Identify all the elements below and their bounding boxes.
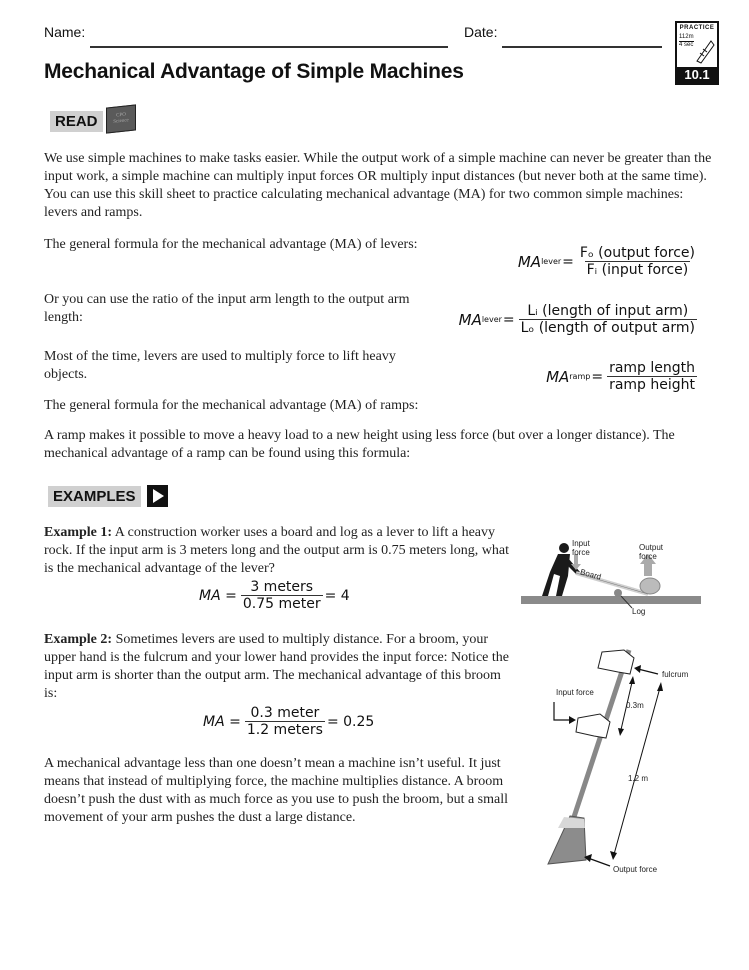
name-label: Name: bbox=[44, 24, 86, 40]
equals-sign: = bbox=[591, 368, 604, 385]
practice-fraction-den: 4 sec bbox=[679, 42, 694, 48]
book-icon bbox=[106, 104, 136, 133]
play-arrow-icon bbox=[147, 485, 168, 507]
lever-input-force-label: Input force bbox=[572, 539, 590, 557]
read-badge: READ bbox=[50, 111, 103, 132]
lower-hand bbox=[576, 714, 610, 738]
long-arm-label: 1.2 m bbox=[628, 774, 649, 783]
ma-symbol: MA bbox=[458, 310, 482, 329]
fulcrum-pointer bbox=[638, 669, 658, 674]
formula-numerator: 0.3 meter bbox=[250, 705, 320, 721]
dim-arrowhead-icon bbox=[610, 851, 617, 860]
date-label: Date: bbox=[464, 24, 498, 40]
dim-arrowhead-icon bbox=[629, 676, 635, 684]
example1-text bbox=[44, 524, 509, 578]
pencil-icon bbox=[691, 39, 715, 65]
formula-denominator: Fᵢ (input force) bbox=[586, 262, 689, 278]
example2-body: Sometimes levers are used to multiply distance. For a broom, your upper hand is the fulcrum and your lower hand provides the input force: Notice the input arm is shorter than the output arm. The mechanical advantage of this broom is: bbox=[44, 632, 509, 701]
ramp-formula-text: The general formula for the mechanical advantage (MA) of ramps: bbox=[44, 398, 419, 413]
example1-body: A construction worker uses a board and log as a lever to lift a heavy rock. If the input arm is 3 meters long and the output arm is 0.75 meters long, what is the mechanical advantage of the lever? bbox=[44, 525, 510, 576]
short-arm-label: 0.3m bbox=[626, 701, 644, 710]
ramp-formula bbox=[546, 360, 697, 393]
broom-input-force-label: Input force bbox=[556, 688, 594, 697]
example2-text bbox=[44, 631, 514, 703]
long-arm-dimension bbox=[613, 684, 661, 858]
ma-symbol: MA bbox=[517, 252, 542, 271]
formula-denominator: 0.75 meter bbox=[242, 596, 321, 612]
formula-numerator: ramp length bbox=[609, 360, 695, 376]
upper-hand bbox=[598, 650, 634, 674]
practice-badge-top: PRACTICE bbox=[679, 25, 715, 31]
closing-paragraph: A mechanical advantage less than one doesn’t mean a machine isn’t useful. It just means that instead of multiplying force, the machine multiplies distance. A broom doesn’t push the dust with as much force as you use to push the broom, but a small movement of your arm pushes the dust a large distance. bbox=[44, 756, 509, 825]
lever-length-formula bbox=[459, 303, 697, 336]
lever-output-force-label: Output force bbox=[639, 543, 664, 561]
ma-label: MA = bbox=[203, 713, 241, 730]
log-label: Log bbox=[632, 607, 646, 616]
lever-illustration bbox=[518, 532, 708, 622]
page-title: Mechanical Advantage of Simple Machines bbox=[44, 60, 464, 83]
book-text-2: Science bbox=[113, 118, 129, 125]
most-time-text: Most of the time, levers are used to multiply force to lift heavy objects. bbox=[44, 349, 396, 382]
board-label: Board bbox=[579, 567, 603, 582]
log bbox=[614, 589, 622, 597]
dim-arrowhead-icon bbox=[618, 728, 624, 736]
example1-formula bbox=[199, 579, 350, 612]
name-field[interactable] bbox=[90, 46, 448, 48]
practice-fraction-num: 112m bbox=[679, 34, 694, 40]
equals-sign: = bbox=[502, 311, 515, 328]
input-force-arrowhead-icon bbox=[569, 716, 576, 724]
broom-output-force-label: Output force bbox=[613, 865, 658, 874]
ratio-text: Or you can use the ratio of the input arm length to the output arm length: bbox=[44, 292, 410, 325]
ma-label: MA = bbox=[199, 587, 237, 604]
formula-numerator: Fₒ (output force) bbox=[579, 245, 695, 261]
dim-arrowhead-icon bbox=[657, 682, 663, 691]
broom-illustration bbox=[540, 640, 715, 880]
fulcrum-arrowhead-icon bbox=[634, 665, 641, 673]
ma-symbol: MA bbox=[546, 367, 570, 386]
ramp-paragraph: A ramp makes it possible to move a heavy load to a new height using less force (but over a longer distance). The mechanical advantage of a ramp can be found using this formula: bbox=[44, 428, 675, 461]
formula-numerator: 3 meters bbox=[250, 579, 314, 595]
lever-force-formula bbox=[518, 245, 697, 278]
equals-sign: = bbox=[562, 253, 574, 270]
practice-badge bbox=[675, 21, 719, 85]
ground bbox=[521, 596, 701, 604]
formula-result: = 0.25 bbox=[326, 713, 375, 730]
lever-formula-text: The general formula for the mechanical advantage (MA) of levers: bbox=[44, 237, 418, 252]
ma-subscript: lever bbox=[541, 257, 562, 266]
formula-denominator: Lₒ (length of output arm) bbox=[520, 320, 695, 336]
formula-denominator: ramp height bbox=[609, 377, 695, 393]
intro-paragraph: We use simple machines to make tasks easier. While the output work of a simple machine can never be greater than the input work, a simple machine can multiply input forces OR multiply input distances (but never both at the same time). You can use this skill sheet to practice calculating mechanical advantage (MA) for two common simple machines: levers and ramps. bbox=[44, 151, 712, 220]
ma-subscript: lever bbox=[481, 315, 502, 324]
book-text-1: CPO bbox=[116, 112, 126, 119]
practice-number: 10.1 bbox=[677, 67, 717, 83]
fulcrum-label: fulcrum bbox=[662, 670, 689, 679]
ma-subscript: ramp bbox=[569, 372, 591, 381]
formula-result: = 4 bbox=[324, 587, 350, 604]
formula-denominator: 1.2 meters bbox=[246, 722, 323, 738]
example2-formula bbox=[203, 705, 374, 738]
formula-numerator: Lᵢ (length of input arm) bbox=[527, 303, 689, 319]
example1-heading: Example 1: bbox=[44, 525, 113, 540]
examples-badge: EXAMPLES bbox=[48, 486, 141, 507]
example2-heading: Example 2: bbox=[44, 632, 113, 647]
output-force-pointer bbox=[588, 858, 610, 866]
date-field[interactable] bbox=[502, 46, 662, 48]
rock bbox=[640, 578, 660, 594]
